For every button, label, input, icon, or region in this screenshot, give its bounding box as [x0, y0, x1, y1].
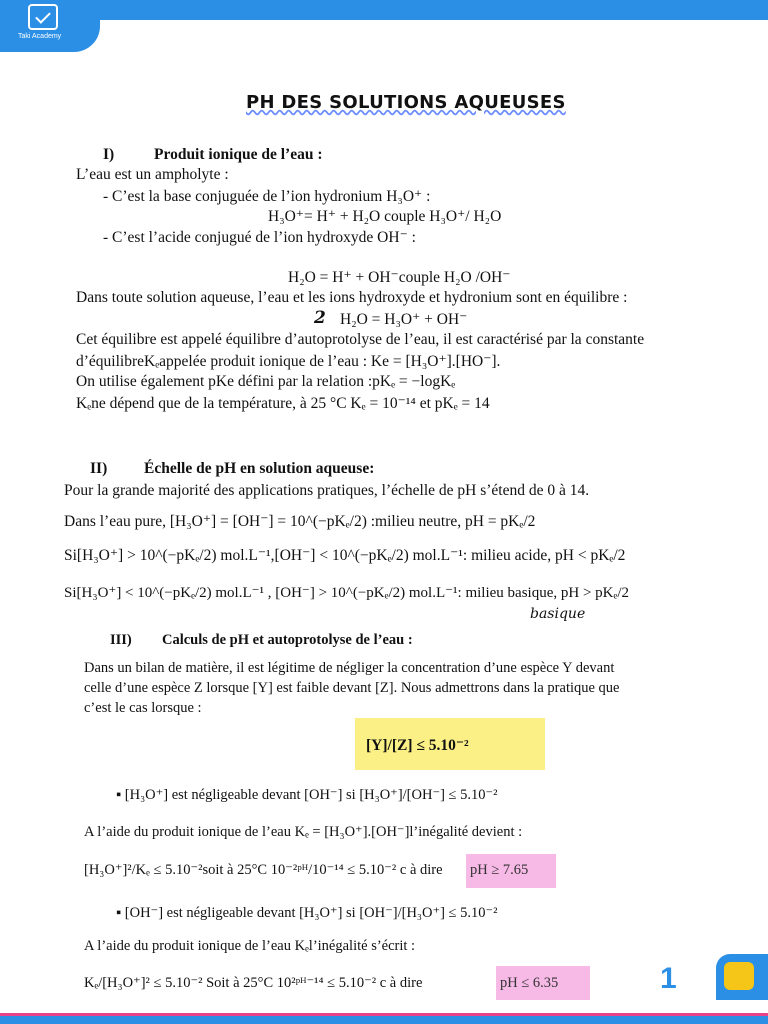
result-value: pH ≥ 7.65: [470, 862, 529, 878]
page-number: 1: [660, 962, 677, 995]
text-line: Pour la grande majorité des applications pratiques, l’échelle de pH s’étend de 0 à 14.: [64, 482, 590, 499]
formula-line: [H₃O⁺]²/Kₑ ≤ 5.10⁻²soit à 25°C 10⁻²ᵖᴴ/10⁻¹⁴ ≤ 5.10⁻² c à dire: [84, 862, 443, 878]
text-line: - C’est la base conjuguée de l’ion hydronium H₃O⁺ :: [103, 188, 431, 205]
formula-line: Kₑ/[H₃O⁺]² ≤ 5.10⁻² Soit à 25°C 10²ᵖᴴ⁻¹⁴ ≤ 5.10⁻² c à dire: [84, 975, 423, 991]
text-line: Dans un bilan de matière, il est légitime de négliger la concentration d’une espèce Y devant: [84, 660, 615, 676]
text-line: Kₑne dépend que de la température, à 25 °C Kₑ = 10⁻¹⁴ et pKₑ = 14: [76, 395, 490, 412]
text-line: On utilise également pKe défini par la relation :pKₑ = −logKₑ: [76, 373, 456, 390]
text-line: Cet équilibre est appelé équilibre d’autoprotolyse de l’eau, il est caractérisé par la constante: [76, 331, 645, 348]
section-2-number: II): [90, 460, 108, 477]
bullet-item: ▪ [OH⁻] est négligeable devant [H₃O⁺] si [OH⁻]/[H₃O⁺] ≤ 5.10⁻²: [116, 905, 498, 921]
brand-name: Taki Academy: [18, 33, 62, 40]
text-line: H₂O = H₃O⁺ + OH⁻: [340, 311, 468, 328]
section-1-heading: Produit ionique de l’eau :: [154, 146, 323, 163]
app-badge-icon: [716, 954, 768, 1000]
text-line: Dans toute solution aqueuse, l’eau et les ions hydroxyde et hydronium sont en équilibre :: [76, 289, 628, 306]
handwritten-mark: 2: [314, 308, 326, 328]
formula-line: Si[H₃O⁺] < 10^(−pKₑ/2) mol.L⁻¹ , [OH⁻] > 10^(−pKₑ/2) mol.L⁻¹: milieu basique, pH > pKₑ/2: [64, 585, 629, 601]
formula-line: Si[H₃O⁺] > 10^(−pKₑ/2) mol.L⁻¹,[OH⁻] < 10^(−pKₑ/2) mol.L⁻¹: milieu acide, pH < pKₑ/2: [64, 547, 626, 564]
top-bar: [0, 0, 768, 20]
handwritten-annotation: basique: [530, 606, 586, 622]
brand-logo: [0, 0, 100, 52]
text-line: c’est le cas lorsque :: [84, 700, 202, 716]
section-3-number: III): [110, 632, 132, 648]
text-line: H₂O = H⁺ + OH⁻couple H₂O /OH⁻: [288, 269, 511, 286]
page-title: PH DES SOLUTIONS AQUEUSES: [246, 92, 566, 113]
criterion-formula: [Y]/[Z] ≤ 5.10⁻²: [366, 737, 469, 754]
text-line: A l’aide du produit ionique de l’eau Kₑl’inégalité s’écrit :: [84, 938, 416, 954]
bullet-item: ▪ [H₃O⁺] est négligeable devant [OH⁻] si [H₃O⁺]/[OH⁻] ≤ 5.10⁻²: [116, 787, 498, 803]
result-value: pH ≤ 6.35: [500, 975, 559, 991]
section-3-heading: Calculs de pH et autoprotolyse de l’eau :: [162, 632, 413, 648]
text-line: celle d’une espèce Z lorsque [Y] est faible devant [Z]. Nous admettrons dans la pratique que: [84, 680, 620, 696]
section-1-number: I): [103, 146, 115, 163]
text-line: - C’est l’acide conjugué de l’ion hydroxyde OH⁻ :: [103, 229, 416, 246]
formula-line: Dans l’eau pure, [H₃O⁺] = [OH⁻] = 10^(−pKₑ/2) :milieu neutre, pH = pKₑ/2: [64, 513, 536, 530]
text-line: H₃O⁺= H⁺ + H₂O couple H₃O⁺/ H₂O: [268, 208, 502, 225]
section-2-heading: Échelle de pH en solution aqueuse:: [144, 460, 375, 477]
logo-icon: [28, 4, 58, 30]
bottom-bar: [0, 1016, 768, 1024]
text-line: d’équilibreKₑappelée produit ionique de l’eau : Ke = [H₃O⁺].[HO⁻].: [76, 353, 501, 370]
text-line: A l’aide du produit ionique de l’eau Kₑ = [H₃O⁺].[OH⁻]l’inégalité devient :: [84, 824, 523, 840]
text-line: L’eau est un ampholyte :: [76, 166, 229, 183]
